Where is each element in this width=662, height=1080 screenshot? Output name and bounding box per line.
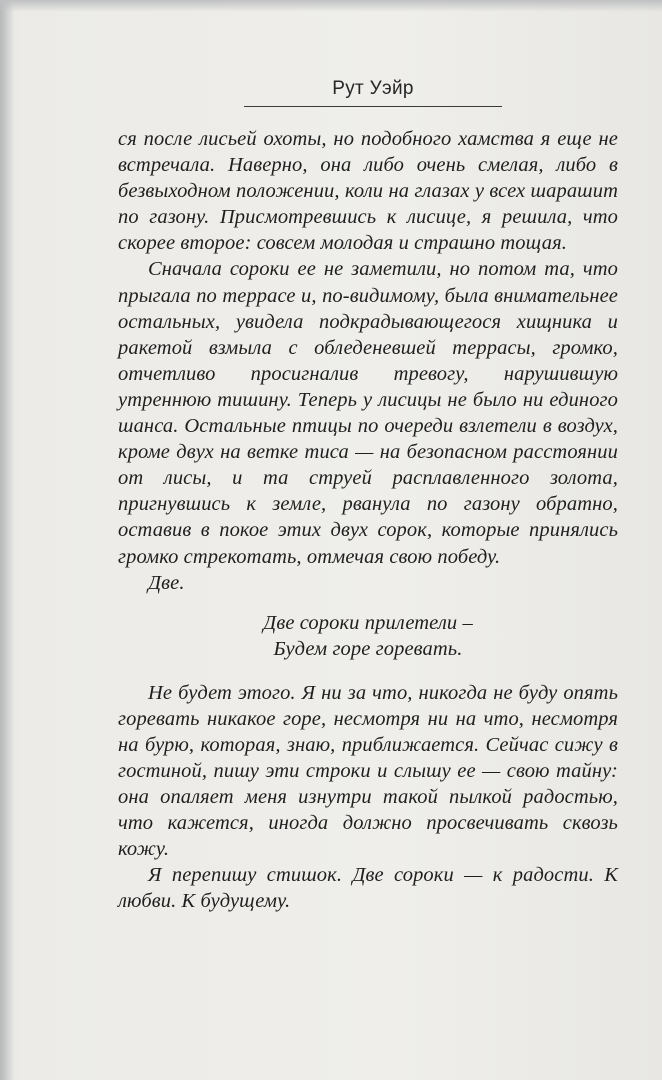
poem-line-1: Две сороки прилетели –: [263, 611, 473, 634]
paragraph-5: Я перепишу стишок. Две сороки — к радости. К любви. К будущему.: [118, 864, 618, 913]
page-top-shadow: [0, 0, 662, 12]
page-left-shadow: [0, 0, 14, 1080]
header-rule: [244, 106, 502, 107]
header-author-name: Рут Уэйр: [332, 78, 414, 99]
poem-quote: [118, 610, 618, 662]
paragraph-3: Две.: [148, 571, 185, 594]
paragraph-4: Не будет этого. Я ни за что, никогда не буду опять горевать никакое горе, несмотря ни на что, несмотря на бурю, которая, знаю, приближается. Сейчас сижу в гостиной, пишу эти строки и слышу ее — свою тайну: она опаляет меня изнутри такой пылкой радостью, что кажется, иногда должно просвечивать сквозь кожу.: [118, 681, 618, 861]
running-header: [244, 78, 502, 107]
paragraph-1: ся после лисьей охоты, но подобного хамства я еще не встречала. Наверно, она либо очень смелая, либо в безвыходном положении, коли на глазах у всех шарашит по газону. Присмотревшись к лисице, я решила, что скорее второе: совсем молодая и страшно тощая.: [118, 128, 618, 255]
page-text: [118, 126, 618, 915]
poem-line-2: Будем горе горевать.: [273, 637, 463, 660]
paragraph-2: Сначала сороки ее не заметили, но потом та, что прыгала по террасе и, по-видимому, была внимательнее остальных, увидела подкрадывающегося хищника и ракетой взмыла с обледеневшей террасы, громко, отчетливо просигналив тревогу, нарушившую утреннюю тишину. Теперь у лисицы не было ни единого шанса. Остальные птицы по очереди взлетели в воздух, кроме двух на ветке тиса — на безопасном расстоянии от лисы, и та струей расплавленного золота, пригнувшись к земле, рванула по газону обратно, оставив в покое этих двух сорок, которые принялись громко стрекотать, отмечая свою победу.: [118, 258, 618, 568]
